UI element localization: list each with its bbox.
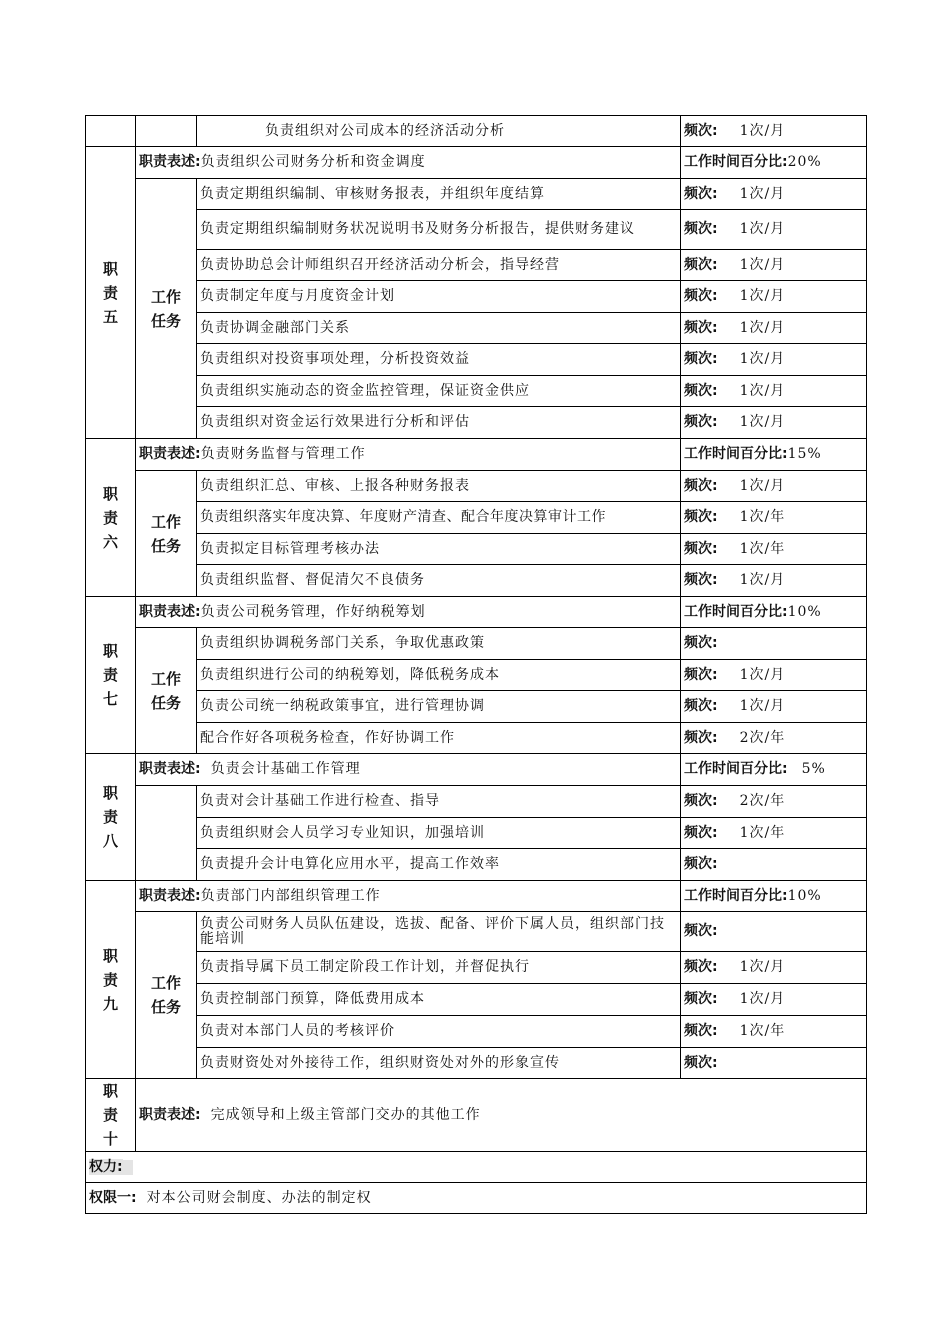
table-row [86,952,867,984]
duty10-name: 职 责 十 [86,1079,136,1152]
table-row [86,534,867,565]
table-row [86,210,867,250]
duty9-time-pct: 工作时间百分比:10% [681,881,867,912]
empty-cell [136,116,197,147]
table-row [86,786,867,818]
frequency-cell: 频次: 1次/年 [681,1016,867,1048]
table-row [86,313,867,344]
empty-cell [86,116,136,147]
duty7-name: 职 责 七 [86,597,136,754]
table-row [86,250,867,281]
duty8-name: 职 责 八 [86,754,136,881]
frequency-cell: 频次: 1次/月 [681,565,867,597]
frequency-cell: 频次: 1次/月 [681,984,867,1016]
frequency-cell: 频次: 1次/月 [681,116,867,147]
work-tasks-label: 工作 任务 [136,628,197,754]
authority-row [86,1183,867,1214]
task-text: 负责提升会计电算化应用水平，提高工作效率 [197,849,681,881]
work-tasks-label: 工作 任务 [136,179,197,439]
duty7-time-pct: 工作时间百分比:10% [681,597,867,628]
task-text: 负责组织对投资事项处理，分析投资效益 [197,344,681,376]
task-text: 负责组织协调税务部门关系，争取优惠政策 [197,628,681,660]
duty6-statement: 职责表述:负责财务监督与管理工作 [136,439,681,471]
frequency-cell: 频次: 1次/月 [681,179,867,210]
table-row [86,628,867,660]
task-text: 负责制定年度与月度资金计划 [197,281,681,313]
frequency-cell: 频次: 1次/年 [681,502,867,534]
power-label: 权力: [89,1158,123,1175]
frequency-cell: 频次: 1次/月 [681,660,867,691]
duty10-statement: 职责表述: 完成领导和上级主管部门交办的其他工作 [136,1079,867,1152]
table-row [86,179,867,210]
frequency-cell: 频次: [681,1048,867,1079]
duty5-time-pct: 工作时间百分比:20% [681,147,867,179]
task-text: 负责组织实施动态的资金监控管理，保证资金供应 [197,376,681,407]
table-row [86,1048,867,1079]
task-text: 负责组织监督、督促清欠不良债务 [197,565,681,597]
frequency-cell: 频次: [681,912,867,952]
duty9-statement: 职责表述:负责部门内部组织管理工作 [136,881,681,912]
task-text: 负责财资处对外接待工作，组织财资处对外的形象宣传 [197,1048,681,1079]
frequency-cell: 频次: 1次/月 [681,471,867,502]
duty5-name: 职 责 五 [86,147,136,439]
frequency-cell: 频次: 1次/月 [681,952,867,984]
frequency-cell: 频次: 1次/年 [681,534,867,565]
power-label-cell [86,1152,867,1183]
frequency-cell: 频次: 1次/月 [681,407,867,439]
duty5-statement-row [86,147,867,179]
task-text: 负责协助总会计师组织召开经济活动分析会，指导经营 [197,250,681,281]
duty-table-document [85,115,866,1214]
table-row [86,912,867,952]
frequency-cell: 频次: 2次/年 [681,786,867,818]
duty8-time-pct: 工作时间百分比: 5% [681,754,867,786]
table-row [86,281,867,313]
task-text: 负责组织对公司成本的经济活动分析 [197,116,681,147]
table-row [86,723,867,754]
work-tasks-label: 工作 任务 [136,471,197,597]
frequency-cell: 频次: 1次/月 [681,250,867,281]
frequency-cell: 频次: 1次/月 [681,313,867,344]
work-tasks-label: 工作 任务 [136,912,197,1079]
task-text: 负责协调金融部门关系 [197,313,681,344]
table-row [86,818,867,849]
task-text: 负责组织对资金运行效果进行分析和评估 [197,407,681,439]
duty6-name: 职 责 六 [86,439,136,597]
table-row [86,849,867,881]
task-text: 负责定期组织编制财务状况说明书及财务分析报告，提供财务建议 [197,210,681,250]
duty5-statement: 职责表述:负责组织公司财务分析和资金调度 [136,147,681,179]
duty8-statement-row [86,754,867,786]
frequency-cell: 频次: [681,628,867,660]
task-text: 负责对会计基础工作进行检查、指导 [197,786,681,818]
task-text: 负责组织落实年度决算、年度财产清查、配合年度决算审计工作 [197,502,681,534]
table-row [86,984,867,1016]
task-text: 负责公司财务人员队伍建设，选拔、配备、评价下属人员，组织部门技能培训 [197,912,681,952]
table-row [86,471,867,502]
power-row [86,1152,867,1183]
duty9-name: 职 责 九 [86,881,136,1079]
authority-one-cell: 权限一: 对本公司财会制度、办法的制定权 [86,1183,867,1214]
frequency-cell: 频次: 1次/月 [681,376,867,407]
task-text: 负责公司统一纳税政策事宜，进行管理协调 [197,691,681,723]
frequency-cell: 频次: 1次/月 [681,210,867,250]
frequency-cell: 频次: 1次/月 [681,344,867,376]
task-text: 配合作好各项税务检查，作好协调工作 [197,723,681,754]
table-row [86,407,867,439]
task-text: 负责控制部门预算，降低费用成本 [197,984,681,1016]
table-row [86,376,867,407]
duty7-statement-row [86,597,867,628]
table-row [86,116,867,147]
duty8-statement: 职责表述: 负责会计基础工作管理 [136,754,681,786]
duty7-statement: 职责表述:负责公司税务管理，作好纳税筹划 [136,597,681,628]
table-row [86,660,867,691]
task-text: 负责组织财会人员学习专业知识，加强培训 [197,818,681,849]
table-row [86,1016,867,1048]
job-duties-table [85,115,867,1214]
frequency-cell: 频次: 1次/年 [681,818,867,849]
table-row [86,344,867,376]
task-text: 负责组织进行公司的纳税筹划，降低税务成本 [197,660,681,691]
task-text: 负责指导属下员工制定阶段工作计划，并督促执行 [197,952,681,984]
frequency-cell: 频次: 2次/年 [681,723,867,754]
duty6-time-pct: 工作时间百分比:15% [681,439,867,471]
table-row [86,565,867,597]
table-row [86,691,867,723]
frequency-cell: 频次: 1次/月 [681,691,867,723]
table-row [86,502,867,534]
task-text: 负责定期组织编制、审核财务报表，并组织年度结算 [197,179,681,210]
duty10-row [86,1079,867,1152]
frequency-cell: 频次: 1次/月 [681,281,867,313]
task-text: 负责对本部门人员的考核评价 [197,1016,681,1048]
duty9-statement-row [86,881,867,912]
task-text: 负责拟定目标管理考核办法 [197,534,681,565]
duty6-statement-row [86,439,867,471]
empty-cell [136,786,197,881]
frequency-cell: 频次: [681,849,867,881]
task-text: 负责组织汇总、审核、上报各种财务报表 [197,471,681,502]
